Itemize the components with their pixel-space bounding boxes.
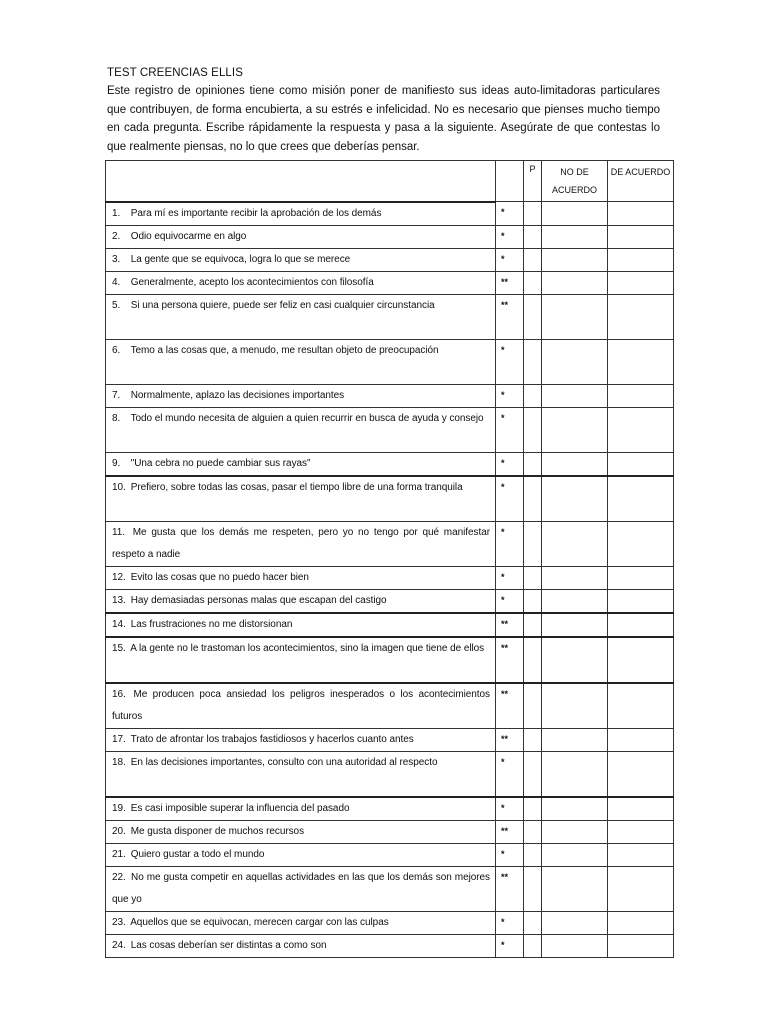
mark-cell: * xyxy=(496,476,524,522)
table-row xyxy=(106,202,674,226)
p-cell[interactable] xyxy=(524,683,542,729)
p-cell[interactable] xyxy=(524,589,542,613)
statement-cell xyxy=(106,589,496,613)
mark-cell: * xyxy=(496,934,524,957)
table-row xyxy=(106,820,674,843)
mark-cell: * xyxy=(496,797,524,821)
table-row xyxy=(106,683,674,729)
statement-number: 6. xyxy=(112,344,121,356)
p-cell[interactable] xyxy=(524,202,542,226)
intro-paragraph: Este registro de opiniones tiene como misión poner de manifiesto sus ideas auto-limitadoras particulares que contribuyen, de forma encubierta, a su estrés e infelicidad. No es necesario que pienses mucho tiempo en cada pregunta. Escribe rápidamente la respuesta y pasa a la siguiente. Asegúrate de que contestas lo que realmente piensas, no lo que crees que deberías pensar. xyxy=(107,85,660,153)
page-title: TEST CREENCIAS ELLIS xyxy=(107,67,243,79)
disagree-cell[interactable] xyxy=(542,225,608,248)
p-cell[interactable] xyxy=(524,407,542,452)
mark-cell: * xyxy=(496,589,524,613)
p-cell[interactable] xyxy=(524,339,542,384)
statement-text: La gente que se equivoca, logra lo que se merece xyxy=(130,253,351,265)
agree-cell[interactable] xyxy=(608,452,674,476)
disagree-cell[interactable] xyxy=(542,452,608,476)
p-cell[interactable] xyxy=(524,751,542,797)
agree-cell[interactable] xyxy=(608,751,674,797)
table-row xyxy=(106,225,674,248)
p-cell[interactable] xyxy=(524,637,542,683)
disagree-cell[interactable] xyxy=(542,521,608,566)
p-cell[interactable] xyxy=(524,476,542,522)
p-cell[interactable] xyxy=(524,613,542,637)
statement-text: Trato de afrontar los trabajos fastidiosos y hacerlos cuanto antes xyxy=(130,733,414,745)
statement-cell xyxy=(106,521,496,566)
statement-number: 21. xyxy=(112,848,126,860)
statement-number: 13. xyxy=(112,594,126,606)
table-row xyxy=(106,934,674,957)
agree-cell[interactable] xyxy=(608,248,674,271)
disagree-cell[interactable] xyxy=(542,248,608,271)
statement-cell xyxy=(106,911,496,934)
table-row xyxy=(106,476,674,522)
table-row xyxy=(106,728,674,751)
disagree-cell[interactable] xyxy=(542,866,608,911)
mark-cell: ** xyxy=(496,271,524,294)
statement-cell xyxy=(106,843,496,866)
statement-number: 4. xyxy=(112,276,121,288)
table-row xyxy=(106,339,674,384)
agree-cell[interactable] xyxy=(608,683,674,729)
statement-cell xyxy=(106,202,496,226)
mark-cell: * xyxy=(496,407,524,452)
disagree-cell[interactable] xyxy=(542,934,608,957)
disagree-cell[interactable] xyxy=(542,911,608,934)
p-cell[interactable] xyxy=(524,294,542,339)
p-cell[interactable] xyxy=(524,248,542,271)
mark-cell: * xyxy=(496,566,524,589)
mark-cell: * xyxy=(496,339,524,384)
mark-cell: * xyxy=(496,521,524,566)
statement-text: Aquellos que se equivocan, merecen cargar con las culpas xyxy=(130,916,389,928)
statement-cell xyxy=(106,613,496,637)
p-cell[interactable] xyxy=(524,566,542,589)
agree-cell[interactable] xyxy=(608,613,674,637)
statement-text: No me gusta competir en aquellas actividades en las que los demás son mejores que yo xyxy=(112,871,491,905)
p-cell[interactable] xyxy=(524,728,542,751)
statement-cell xyxy=(106,820,496,843)
table-row xyxy=(106,843,674,866)
mark-cell: * xyxy=(496,384,524,407)
statement-text: Evito las cosas que no puedo hacer bien xyxy=(130,571,309,583)
statement-cell xyxy=(106,476,496,522)
table-row xyxy=(106,521,674,566)
table-row xyxy=(106,566,674,589)
table-row xyxy=(106,911,674,934)
disagree-cell[interactable] xyxy=(542,476,608,522)
table-row xyxy=(106,866,674,911)
statement-cell xyxy=(106,637,496,683)
agree-cell[interactable] xyxy=(608,225,674,248)
agree-cell[interactable] xyxy=(608,797,674,821)
p-cell[interactable] xyxy=(524,521,542,566)
statement-text: Todo el mundo necesita de alguien a quien recurrir en busca de ayuda y consejo xyxy=(130,412,484,424)
statement-number: 14. xyxy=(112,618,126,630)
statement-text: Quiero gustar a todo el mundo xyxy=(130,848,265,860)
statement-cell xyxy=(106,566,496,589)
statement-text: Generalmente, acepto los acontecimientos con filosofía xyxy=(130,276,374,288)
statement-number: 15. xyxy=(112,642,126,654)
disagree-cell[interactable] xyxy=(542,566,608,589)
statement-text: Normalmente, aplazo las decisiones importantes xyxy=(130,389,345,401)
agree-cell[interactable] xyxy=(608,271,674,294)
agree-cell[interactable] xyxy=(608,728,674,751)
statement-cell xyxy=(106,294,496,339)
statement-text: Odio equivocarme en algo xyxy=(130,230,247,242)
table-row xyxy=(106,797,674,821)
disagree-cell[interactable] xyxy=(542,589,608,613)
statement-text: Me gusta disponer de muchos recursos xyxy=(130,825,305,837)
agree-cell[interactable] xyxy=(608,202,674,226)
mark-cell: ** xyxy=(496,820,524,843)
disagree-cell[interactable] xyxy=(542,294,608,339)
statement-cell xyxy=(106,271,496,294)
statement-number: 24. xyxy=(112,939,126,951)
table-row xyxy=(106,248,674,271)
statement-cell xyxy=(106,683,496,729)
mark-cell: ** xyxy=(496,866,524,911)
statement-number: 9. xyxy=(112,457,121,469)
statement-text: Me gusta que los demás me respeten, pero yo no tengo por qué manifestar respeto a nadie xyxy=(112,526,490,560)
disagree-cell[interactable] xyxy=(542,407,608,452)
statement-number: 12. xyxy=(112,571,126,583)
statement-number: 7. xyxy=(112,389,121,401)
mark-cell: ** xyxy=(496,728,524,751)
agree-cell[interactable] xyxy=(608,566,674,589)
disagree-cell[interactable] xyxy=(542,637,608,683)
statement-number: 22. xyxy=(112,871,126,883)
mark-cell: ** xyxy=(496,683,524,729)
table-row xyxy=(106,452,674,476)
statement-cell xyxy=(106,866,496,911)
p-cell[interactable] xyxy=(524,271,542,294)
p-cell[interactable] xyxy=(524,843,542,866)
statement-text: Prefiero, sobre todas las cosas, pasar el tiempo libre de una forma tranquila xyxy=(130,481,463,493)
statement-number: 18. xyxy=(112,756,126,768)
header-disagree: NO DE ACUERDO xyxy=(542,161,608,202)
agree-cell[interactable] xyxy=(608,521,674,566)
table-row xyxy=(106,384,674,407)
agree-cell[interactable] xyxy=(608,476,674,522)
statement-text: Temo a las cosas que, a menudo, me resultan objeto de preocupación xyxy=(130,344,439,356)
agree-cell[interactable] xyxy=(608,911,674,934)
agree-cell[interactable] xyxy=(608,843,674,866)
mark-cell: * xyxy=(496,911,524,934)
table-row xyxy=(106,589,674,613)
disagree-cell[interactable] xyxy=(542,202,608,226)
statement-number: 8. xyxy=(112,412,121,424)
statement-text: "Una cebra no puede cambiar sus rayas" xyxy=(130,457,311,469)
statement-text: Hay demasiadas personas malas que escapan del castigo xyxy=(130,594,387,606)
statement-cell xyxy=(106,384,496,407)
mark-cell: * xyxy=(496,248,524,271)
table-row xyxy=(106,637,674,683)
p-cell[interactable] xyxy=(524,384,542,407)
p-cell[interactable] xyxy=(524,452,542,476)
statement-number: 10. xyxy=(112,481,126,493)
disagree-cell[interactable] xyxy=(542,728,608,751)
statement-number: 17. xyxy=(112,733,126,745)
statement-cell xyxy=(106,339,496,384)
statement-text: A la gente no le trastoman los acontecimientos, sino la imagen que tiene de ellos xyxy=(130,642,485,654)
agree-cell[interactable] xyxy=(608,637,674,683)
table-row xyxy=(106,751,674,797)
mark-cell: ** xyxy=(496,294,524,339)
agree-cell[interactable] xyxy=(608,294,674,339)
statement-text: Las cosas deberían ser distintas a como son xyxy=(130,939,327,951)
agree-cell[interactable] xyxy=(608,384,674,407)
agree-cell[interactable] xyxy=(608,407,674,452)
statement-text: Si una persona quiere, puede ser feliz en casi cualquier circunstancia xyxy=(130,299,435,311)
p-cell[interactable] xyxy=(524,820,542,843)
p-cell[interactable] xyxy=(524,866,542,911)
disagree-cell[interactable] xyxy=(542,683,608,729)
table-row xyxy=(106,407,674,452)
mark-cell: ** xyxy=(496,637,524,683)
mark-cell: * xyxy=(496,843,524,866)
mark-cell: * xyxy=(496,202,524,226)
table-row xyxy=(106,613,674,637)
table-body xyxy=(106,202,674,958)
statement-number: 23. xyxy=(112,916,126,928)
header-p: P xyxy=(524,161,542,202)
statement-number: 19. xyxy=(112,802,126,814)
agree-cell[interactable] xyxy=(608,589,674,613)
p-cell[interactable] xyxy=(524,797,542,821)
statement-number: 1. xyxy=(112,207,121,219)
agree-cell[interactable] xyxy=(608,934,674,957)
statement-number: 5. xyxy=(112,299,121,311)
statement-cell xyxy=(106,248,496,271)
statement-text: Es casi imposible superar la influencia del pasado xyxy=(130,802,350,814)
statement-number: 11. xyxy=(112,526,126,538)
statement-cell xyxy=(106,751,496,797)
statement-cell xyxy=(106,225,496,248)
table-header-row xyxy=(106,161,674,202)
statement-cell xyxy=(106,452,496,476)
mark-cell: * xyxy=(496,751,524,797)
disagree-cell[interactable] xyxy=(542,384,608,407)
agree-cell[interactable] xyxy=(608,820,674,843)
statement-number: 2. xyxy=(112,230,121,242)
statement-text: Me producen poca ansiedad los peligros inesperados o los acontecimientos futuros xyxy=(112,688,491,722)
statement-cell xyxy=(106,797,496,821)
agree-cell[interactable] xyxy=(608,866,674,911)
disagree-cell[interactable] xyxy=(542,820,608,843)
disagree-cell[interactable] xyxy=(542,339,608,384)
statement-number: 20. xyxy=(112,825,126,837)
beliefs-table xyxy=(105,160,674,958)
header-statement xyxy=(106,161,496,202)
header-agree: DE ACUERDO xyxy=(608,161,674,202)
statement-text: Para mí es importante recibir la aprobación de los demás xyxy=(130,207,382,219)
disagree-cell[interactable] xyxy=(542,797,608,821)
disagree-cell[interactable] xyxy=(542,613,608,637)
disagree-cell[interactable] xyxy=(542,751,608,797)
disagree-cell[interactable] xyxy=(542,843,608,866)
statement-text: En las decisiones importantes, consulto con una autoridad al respecto xyxy=(130,756,438,768)
table-row xyxy=(106,271,674,294)
p-cell[interactable] xyxy=(524,911,542,934)
p-cell[interactable] xyxy=(524,934,542,957)
statement-cell xyxy=(106,728,496,751)
disagree-cell[interactable] xyxy=(542,271,608,294)
mark-cell: * xyxy=(496,452,524,476)
statement-cell xyxy=(106,934,496,957)
mark-cell: ** xyxy=(496,613,524,637)
mark-cell: * xyxy=(496,225,524,248)
agree-cell[interactable] xyxy=(608,339,674,384)
table-row xyxy=(106,294,674,339)
statement-text: Las frustraciones no me distorsionan xyxy=(130,618,293,630)
statement-cell xyxy=(106,407,496,452)
header-mark xyxy=(496,161,524,202)
p-cell[interactable] xyxy=(524,225,542,248)
statement-number: 3. xyxy=(112,253,121,265)
statement-number: 16. xyxy=(112,688,126,700)
